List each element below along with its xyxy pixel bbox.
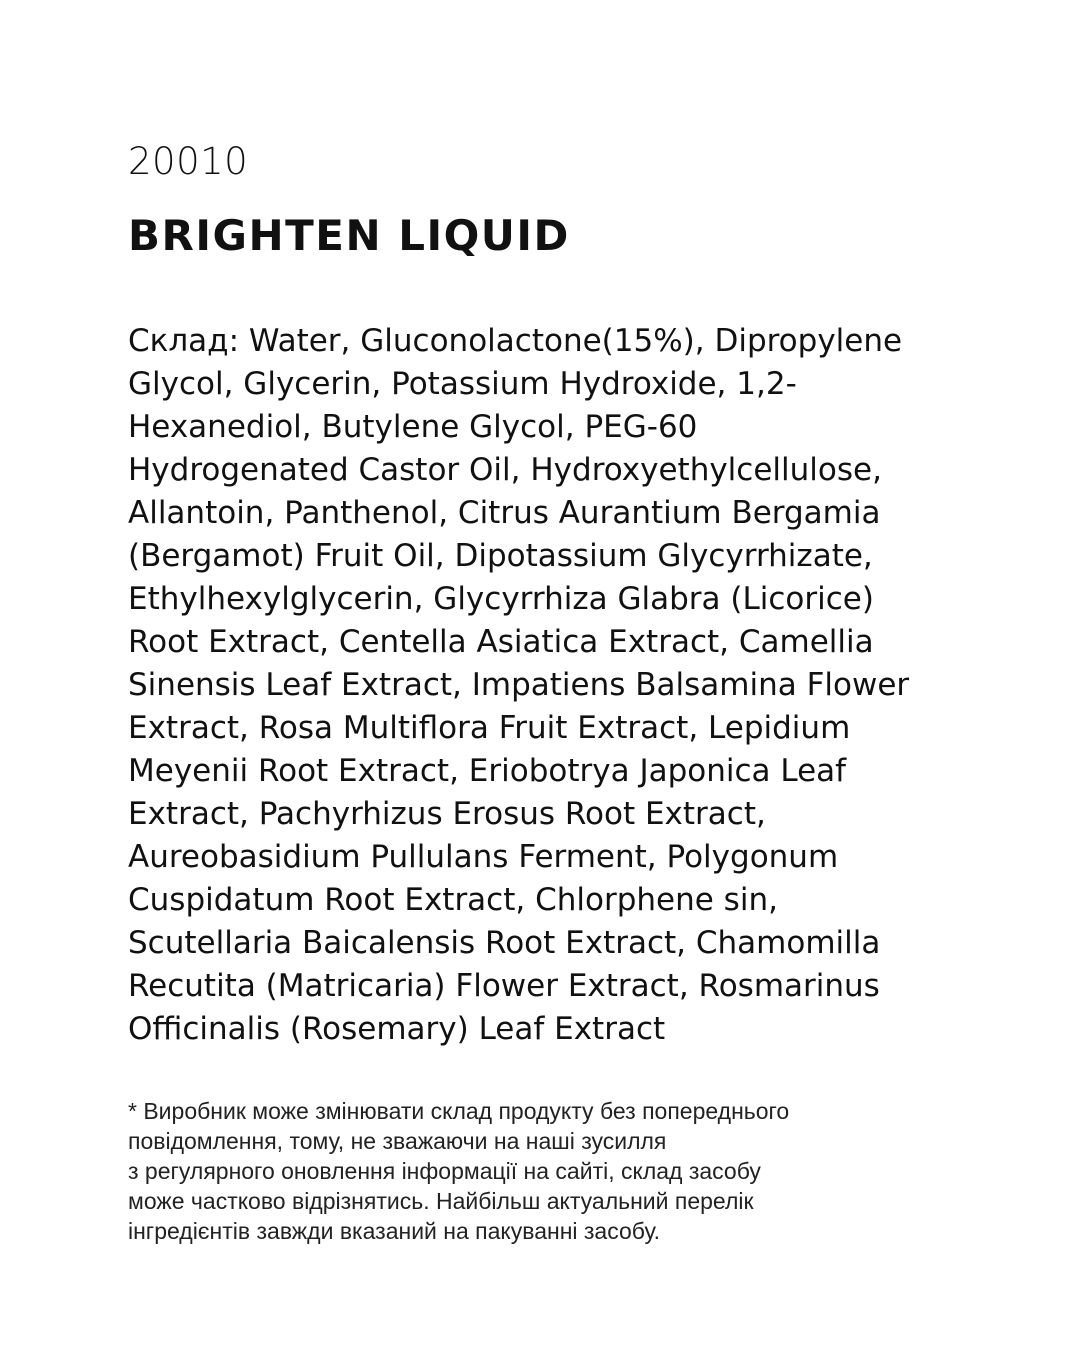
- ingredients-line: Sinensis Leaf Extract, Impatiens Balsamina Flower: [128, 667, 910, 703]
- disclaimer-line: повідомлення, тому, не зважаючи на наші зусилля: [128, 1128, 667, 1154]
- ingredients-line: Scutellaria Baicalensis Root Extract, Chamomilla: [128, 925, 881, 961]
- product-code: 20010: [128, 140, 249, 183]
- ingredients-line: Hexanediol, Butylene Glycol, PEG-60: [128, 409, 698, 445]
- disclaimer-line: з регулярного оновлення інформації на сайті, склад засобу: [128, 1158, 761, 1184]
- ingredients-line: Ethylhexylglycerin, Glycyrrhiza Glabra (Licorice): [128, 581, 874, 617]
- ingredients-line: (Bergamot) Fruit Oil, Dipotassium Glycyrrhizate,: [128, 538, 873, 574]
- disclaimer-line: може частково відрізнятись. Найбільш актуальний перелік: [128, 1188, 754, 1214]
- ingredients-line: Allantoin, Panthenol, Citrus Aurantium Bergamia: [128, 495, 881, 531]
- ingredients-line: Aureobasidium Pullulans Ferment, Polygonum: [128, 839, 839, 875]
- disclaimer-line: * Виробник може змінювати склад продукту без попереднього: [128, 1098, 790, 1124]
- product-title: BRIGHTEN LIQUID: [128, 211, 570, 260]
- ingredients-line: Root Extract, Centella Asiatica Extract, Camellia: [128, 624, 874, 660]
- ingredients-line: Extract, Pachyrhizus Erosus Root Extract,: [128, 796, 766, 832]
- ingredients-list: [128, 320, 1008, 1051]
- ingredients-line: Glycol, Glycerin, Potassium Hydroxide, 1,2-: [128, 366, 797, 402]
- ingredients-line: Officinalis (Rosemary) Leaf Extract: [128, 1011, 666, 1047]
- ingredients-line: Склад: Water, Gluconolactone(15%), Dipropylene: [128, 323, 903, 359]
- ingredients-line: Recutita (Matricaria) Flower Extract, Rosmarinus: [128, 968, 880, 1004]
- ingredients-line: Extract, Rosa Multiflora Fruit Extract, Lepidium: [128, 710, 851, 746]
- ingredients-line: Cuspidatum Root Extract, Chlorphene sin,: [128, 882, 778, 918]
- ingredients-line: Hydrogenated Castor Oil, Hydroxyethylcellulose,: [128, 452, 882, 488]
- ingredients-line: Meyenii Root Extract, Eriobotrya Japonica Leaf: [128, 753, 847, 789]
- disclaimer-note: [128, 1096, 1008, 1246]
- disclaimer-line: інгредієнтів завжди вказаний на пакуванні засобу.: [128, 1218, 661, 1244]
